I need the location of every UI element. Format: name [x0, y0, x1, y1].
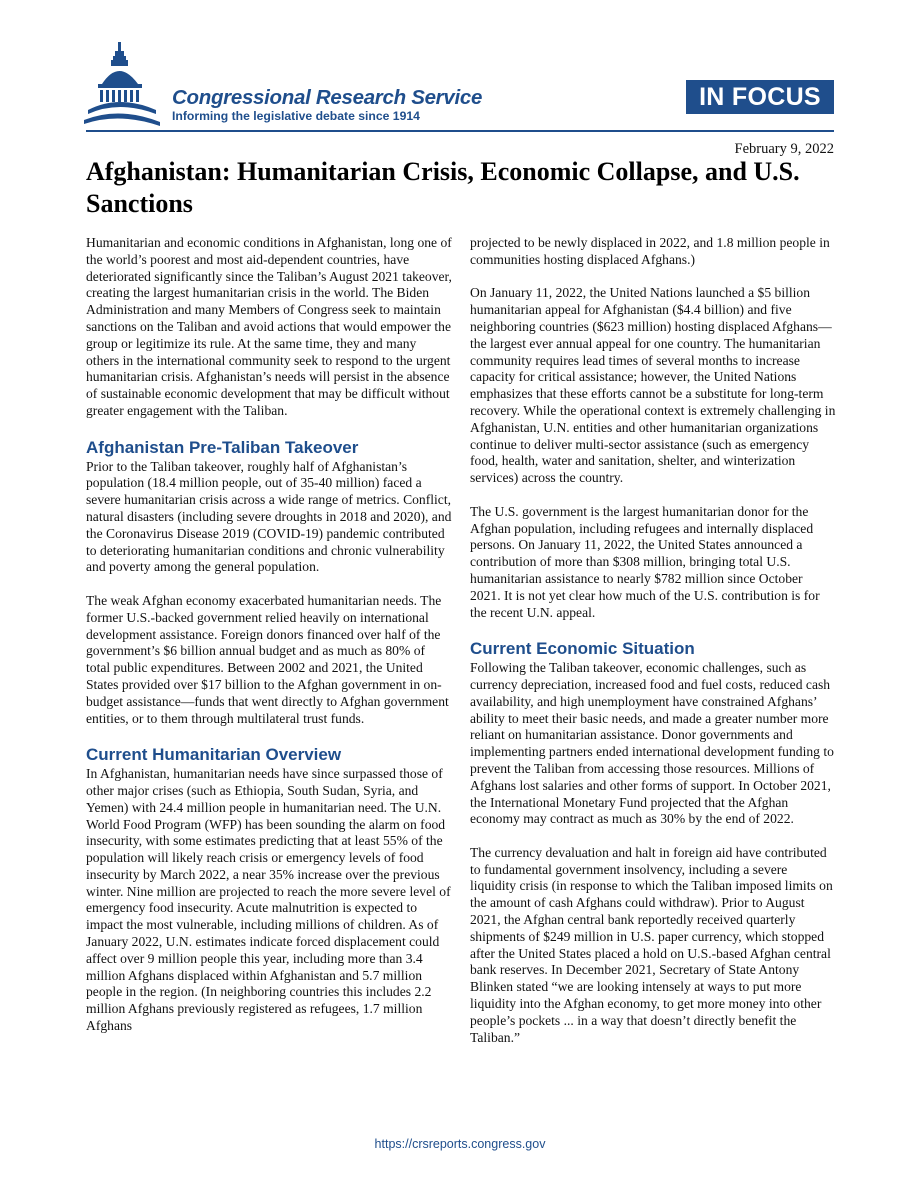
org-name: Congressional Research Service [172, 86, 483, 109]
paragraph-pre-taliban-1: Prior to the Taliban takeover, roughly half of Afghanistan’s population (18.4 million people, out of 35-40 million) faced a severe humanitarian crisis across a wide range of metrics. Conflict, natural disasters (including severe droughts in 2018 and 2020), and the Coronavirus Disease 2019 (COVID-19) pandemic contributed to deteriorating humanitarian conditions and chronic vulnerability and poverty among the general population. [86, 458, 452, 575]
paragraph-un-appeal: On January 11, 2022, the United Nations launched a $5 billion humanitarian appeal for Afghanistan ($4.4 billion) and five neighboring countries ($623 million) hosting displaced Afghans—the largest ever annual appeal for one country. The humanitarian community requires lead times of several months to increase capacity for critical assistance; however, the United Nations emphasizes that these efforts cannot be a substitute for long-term recovery. While the operational context is extremely challenging in Afghanistan, U.N. entities and other humanitarian organizations continue to deliver multi-sector assistance (such as emergency food, health, water and sanitation, shelter, and winterization services) across the country. [470, 285, 836, 486]
paragraph-us-donor: The U.S. government is the largest humanitarian donor for the Afghan population, including refugees and internally displaced persons. On January 11, 2022, the United States announced a contribution of more than $308 million, bringing total U.S. humanitarian assistance to nearly $782 million since October 2021. It is not yet clear how much of the U.S. contribution is for the recent U.N. appeal. [470, 503, 820, 620]
paragraph-economic-1: Following the Taliban takeover, economic challenges, such as currency depreciation, increased food and fuel costs, reduced cash availability, and high unemployment have constrained Afghans’ ability to meet their basic needs, and made a greater number more reliant on humanitarian assistance. Donor governments and implementing partners ended international development funding to prevent the Taliban from accessing those resources. Millions of Afghans lost salaries and other forms of support. In October 2021, the International Monetary Fund projected that the Afghan economy may contract as much as 30% by the end of 2022. [470, 660, 834, 827]
left-column [86, 235, 452, 1052]
footer-url[interactable]: https://crsreports.congress.gov [374, 1137, 546, 1151]
in-focus-badge: IN FOCUS [686, 80, 834, 114]
header-rule [86, 130, 834, 132]
publication-date: February 9, 2022 [734, 141, 834, 157]
capitol-dome-icon [84, 40, 164, 132]
paragraph-humanitarian-1: In Afghanistan, humanitarian needs have since surpassed those of other major crises (such as Ethiopia, South Sudan, Syria, and Yemen) with 24.4 million people in humanitarian need. The U.N. World Food Program (WFP) has been sounding the alarm on food insecurity, with some estimates predicting that at least 55% of the population will likely reach crisis or emergency levels of food insecurity by March 2022, a near 35% increase over the previous winter. Nine million are projected to reach the more severe level of emergency food insecurity. Acute malnutrition is expected to impact the most vulnerable, including millions of children. As of January 2022, U.N. estimates indicate forced displacement could affect over 9 million people this year, including more than 3.4 million Afghans displaced within Afghanistan and 5.7 million people in the region. (In neighboring countries this includes 2.2 million Afghans previously registered as refugees, 1.7 million Afghans [86, 766, 451, 1034]
intro-paragraph: Humanitarian and economic conditions in Afghanistan, long one of the world’s poorest and most aid-dependent countries, have deteriorated significantly since the Taliban’s August 2021 takeover, creating the largest humanitarian crisis in the world. The Biden Administration and many Members of Congress seek to maintain sanctions on the Taliban and avoid actions that would empower the group or legitimize its rule. At the same time, they and many others in the international community seek to respond to the urgent humanitarian crisis. Afghanistan’s needs will persist in the absence of sustainable economic development that may be difficult without greater engagement with the Taliban. [86, 235, 452, 418]
right-column [470, 235, 836, 1063]
section-heading-pre-taliban: Afghanistan Pre-Taliban Takeover [86, 437, 359, 457]
paragraph-pre-taliban-2: The weak Afghan economy exacerbated humanitarian needs. The former U.S.-backed government relied heavily on international development assistance. Foreign donors financed over half of the government’s $6 billion annual budget and as much as 80% of total public expenditures. Between 2002 and 2021, the United States provided over $17 billion to the Afghan government in on-budget assistance—funds that went directly to Afghan government entities, or to them through multilateral trust funds. [86, 592, 449, 726]
page-title: Afghanistan: Humanitarian Crisis, Economic Collapse, and U.S. Sanctions [86, 157, 800, 218]
paragraph-economic-2: The currency devaluation and halt in foreign aid have contributed to fundamental government insolvency, including a severe liquidity crisis (in response to which the Taliban imposed limits on the amount of cash Afghans could withdraw). Prior to August 2021, the Afghan central bank reportedly received quarterly shipments of $249 million in U.S. paper currency, which stopped after the United States placed a hold on U.S.-based Afghan central bank reserves. In December 2021, Secretary of State Antony Blinken stated “we are looking intensely at ways to put more liquidity into the Afghan economy, to get more money into other people’s pockets ... in a way that doesn’t directly benefit the Taliban.” [470, 844, 833, 1045]
section-heading-economic: Current Economic Situation [470, 639, 695, 659]
page-header [0, 0, 920, 140]
org-tagline: Informing the legislative debate since 1914 [172, 109, 420, 123]
section-heading-humanitarian: Current Humanitarian Overview [86, 745, 342, 765]
paragraph-continued: projected to be newly displaced in 2022, and 1.8 million people in communities hosting displaced Afghans.) [470, 235, 830, 267]
